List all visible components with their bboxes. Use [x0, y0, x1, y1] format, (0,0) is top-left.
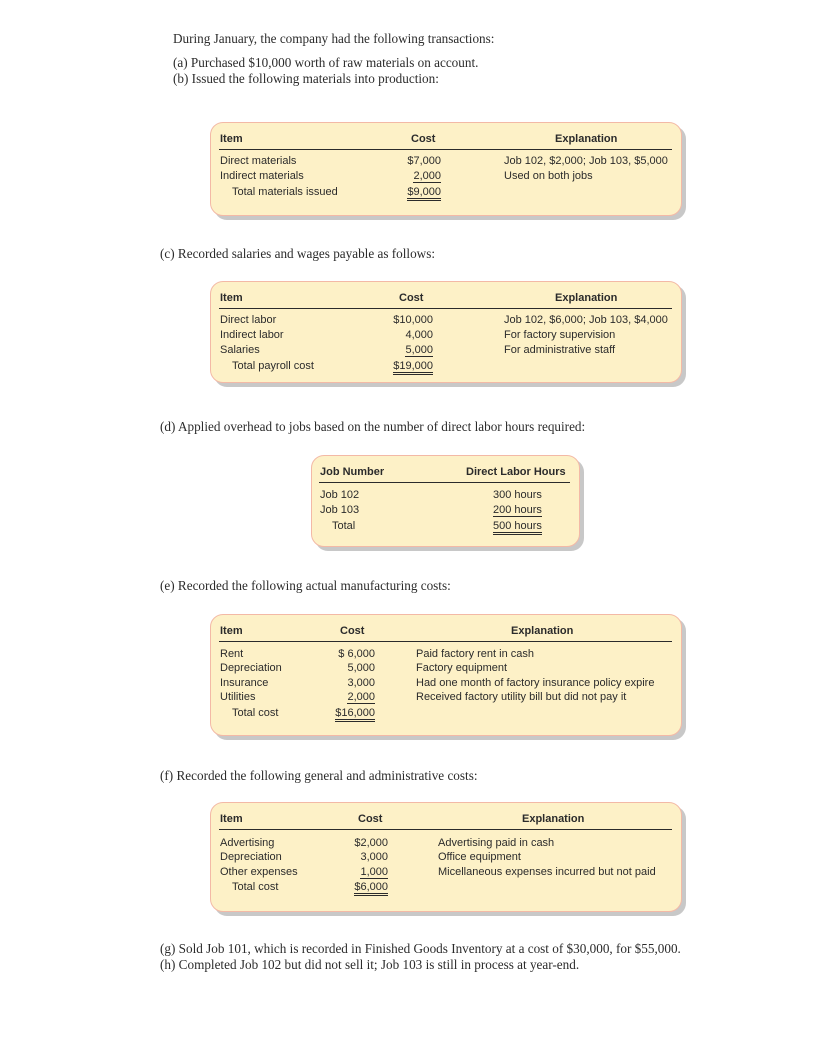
total-row-job: Total: [332, 520, 356, 532]
table-row-item: Advertising: [220, 837, 275, 849]
table-row-item: Depreciation: [220, 851, 282, 863]
table-row-explanation: Factory equipment: [416, 662, 508, 674]
table-row-cost: $ 6,000: [338, 648, 375, 660]
table-row-cost: 3,000: [360, 851, 388, 863]
col-header-cost: Cost: [358, 813, 383, 825]
materials-issued-table: [210, 122, 682, 216]
admin-costs-table: [210, 802, 682, 912]
col-header-explanation: Explanation: [511, 625, 574, 637]
transaction-a: (a) Purchased $10,000 worth of raw materials on account.: [173, 55, 479, 70]
total-row-item: Total materials issued: [232, 186, 338, 198]
col-header-item: Item: [220, 133, 243, 145]
table-row-item: Direct materials: [220, 155, 297, 167]
table-row-item: Other expenses: [220, 866, 298, 878]
total-cost: $16,000: [315, 706, 375, 720]
table-row-job: Job 103: [320, 504, 360, 516]
labor-hours-table: [311, 455, 580, 547]
intro-text: During January, the company had the following transactions:: [173, 31, 495, 46]
table-row-cost: 4,000: [405, 329, 433, 341]
total-row-item: Total cost: [232, 707, 279, 719]
table-row-explanation: For administrative staff: [504, 344, 616, 356]
manufacturing-costs-table: [210, 614, 682, 736]
transaction-e: (e) Recorded the following actual manufacturing costs:: [160, 578, 451, 593]
col-header-item: Item: [220, 813, 243, 825]
transaction-g: (g) Sold Job 101, which is recorded in Finished Goods Inventory at a cost of $30,000, for $55,000.: [160, 941, 681, 956]
transaction-d: (d) Applied overhead to jobs based on the number of direct labor hours required:: [160, 419, 586, 434]
header-rule: [219, 149, 672, 150]
col-header-explanation: Explanation: [555, 292, 618, 304]
header-rule: [219, 641, 672, 642]
table-row-cost: $2,000: [354, 837, 388, 849]
table-row-item: Depreciation: [220, 662, 282, 674]
table-row-item: Insurance: [220, 677, 269, 689]
table-row-item: Direct labor: [220, 314, 277, 326]
table-row-cost: 5,000: [405, 344, 433, 356]
col-header-labor-hours: Direct Labor Hours: [466, 466, 566, 478]
col-header-cost: Cost: [399, 292, 424, 304]
table-row-job: Job 102: [320, 489, 360, 501]
transaction-f: (f) Recorded the following general and administrative costs:: [160, 768, 478, 783]
table-row-item: Indirect labor: [220, 329, 284, 341]
table-row-hours: 200 hours: [493, 504, 542, 516]
table-row-hours: 300 hours: [493, 489, 542, 501]
table-row-explanation: Had one month of factory insurance policy expire: [416, 677, 655, 689]
total-cost: $6,000: [331, 880, 388, 894]
table-row-cost: $10,000: [393, 314, 433, 326]
col-header-cost: Cost: [411, 133, 436, 145]
table-row-cost: 3,000: [347, 677, 375, 689]
table-row-item: Indirect materials: [220, 170, 304, 182]
header-rule: [219, 308, 672, 309]
table-row-item: Rent: [220, 648, 244, 660]
col-header-job-number: Job Number: [320, 466, 385, 478]
table-row-explanation: Received factory utility bill but did not pay it: [416, 691, 627, 703]
table-row-explanation: Job 102, $6,000; Job 103, $4,000: [504, 314, 668, 326]
transaction-c: (c) Recorded salaries and wages payable as follows:: [160, 246, 435, 261]
col-header-explanation: Explanation: [555, 133, 618, 145]
total-cost: $9,000: [381, 185, 441, 199]
total-row-item: Total payroll cost: [232, 360, 314, 372]
table-row-explanation: Paid factory rent in cash: [416, 648, 535, 660]
table-row-item: Utilities: [220, 691, 256, 703]
col-header-item: Item: [220, 292, 243, 304]
table-row-cost: 5,000: [347, 662, 375, 674]
transaction-h: (h) Completed Job 102 but did not sell it; Job 103 is still in process at year-end.: [160, 957, 580, 972]
table-row-cost: $7,000: [407, 155, 441, 167]
table-row-explanation: Office equipment: [438, 851, 521, 863]
table-row-explanation: Advertising paid in cash: [438, 837, 555, 849]
total-cost: $19,000: [371, 359, 433, 373]
col-header-explanation: Explanation: [522, 813, 585, 825]
total-hours: 500 hours: [493, 519, 542, 533]
transaction-b: (b) Issued the following materials into production:: [173, 71, 439, 86]
total-row-item: Total cost: [232, 881, 279, 893]
col-header-cost: Cost: [340, 625, 365, 637]
table-row-cost: 2,000: [347, 691, 375, 703]
header-rule: [219, 829, 672, 830]
table-row-explanation: Job 102, $2,000; Job 103, $5,000: [504, 155, 668, 167]
col-header-item: Item: [220, 625, 243, 637]
table-row-explanation: Used on both jobs: [504, 170, 593, 182]
header-rule: [319, 482, 570, 483]
table-row-cost: 2,000: [413, 170, 441, 182]
table-row-explanation: For factory supervision: [504, 329, 616, 341]
table-row-explanation: Micellaneous expenses incurred but not paid: [438, 866, 656, 878]
table-row-cost: 1,000: [360, 866, 388, 878]
payroll-table: [210, 281, 682, 383]
table-row-item: Salaries: [220, 344, 260, 356]
